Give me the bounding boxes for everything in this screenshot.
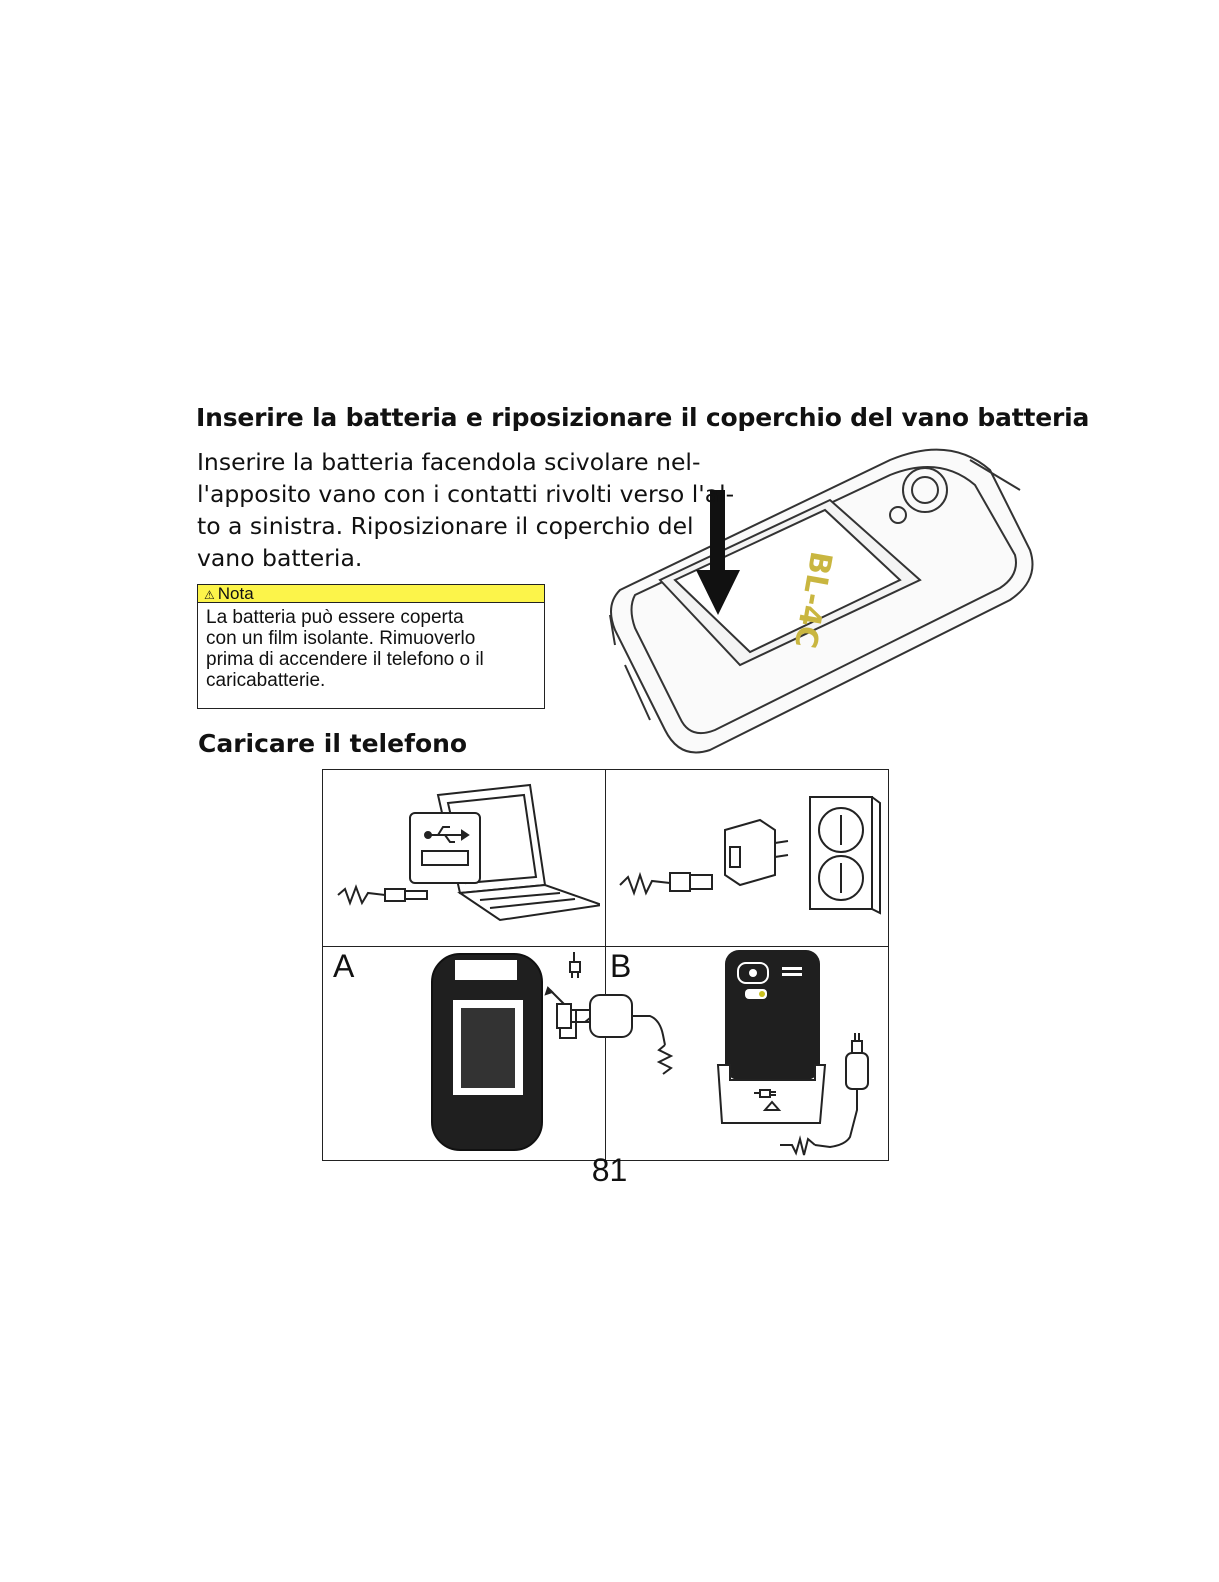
charging-title: Caricare il telefono bbox=[198, 729, 468, 758]
wall-charger-illustration bbox=[610, 775, 885, 940]
note-box bbox=[197, 584, 545, 709]
note-body bbox=[198, 603, 544, 691]
panel-label-b: B bbox=[610, 948, 632, 984]
instruction-line: to a sinistra. Riposizionare il coperchio del bbox=[197, 512, 694, 540]
note-line: La batteria può essere coperta bbox=[206, 607, 464, 628]
desk-charger-illustration bbox=[700, 945, 885, 1160]
grid-divider-vertical bbox=[605, 769, 606, 1161]
charger-adapter-illustration bbox=[555, 990, 675, 1085]
power-outlet-icon bbox=[810, 797, 880, 913]
instruction-line: Inserire la batteria facendola scivolare nel- bbox=[197, 448, 701, 476]
warning-icon: ⚠ bbox=[204, 588, 215, 602]
instruction-line: vano batteria. bbox=[197, 544, 363, 572]
panel-label-a: A bbox=[333, 948, 355, 984]
note-line: prima di accendere il telefono o il bbox=[206, 649, 484, 670]
instructions bbox=[197, 446, 757, 574]
laptop-usb-illustration bbox=[330, 775, 600, 940]
section-title: Inserire la batteria e riposizionare il coperchio del vano batteria bbox=[196, 403, 1090, 432]
note-line: con un film isolante. Rimuoverlo bbox=[206, 628, 476, 649]
instruction-line: l'apposito vano con i contatti rivolti verso l'al- bbox=[197, 480, 735, 508]
note-title: Nota bbox=[217, 584, 254, 603]
note-line: caricabatterie. bbox=[206, 670, 326, 691]
battery-label: BL-4C bbox=[786, 548, 839, 651]
charger-icon bbox=[725, 820, 788, 885]
note-header bbox=[198, 585, 544, 603]
page-number: 81 bbox=[591, 1152, 628, 1188]
plug-icon bbox=[570, 952, 580, 978]
